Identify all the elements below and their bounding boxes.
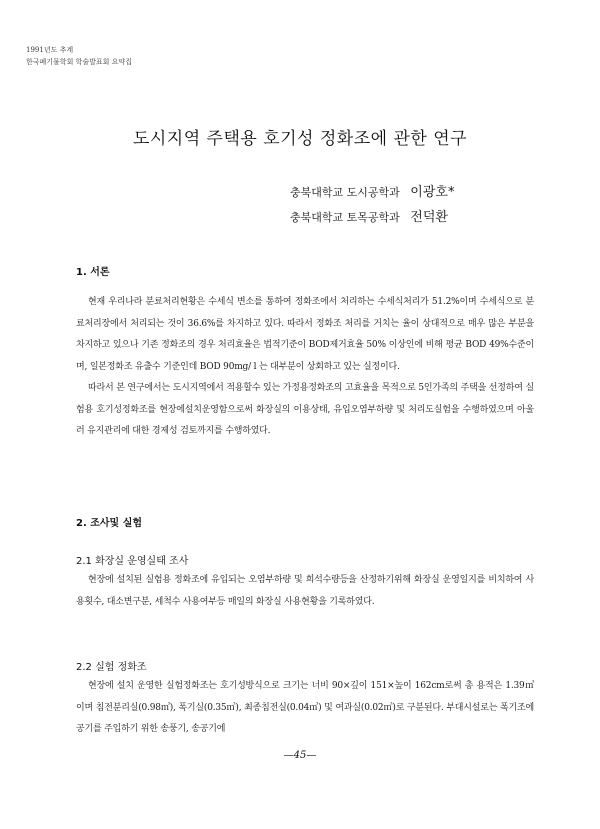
section-heading-survey: 2. 조사및 실험	[76, 518, 143, 529]
intro-body	[76, 292, 534, 443]
author-block	[290, 180, 454, 230]
paper-title: 도시지역 주택용 호기성 정화조에 관한 연구	[132, 129, 468, 149]
paragraph: 현장에 설치 운영한 실험정화조는 호기성방식으로 크기는 너비 90×깊이 151×높이 162cm로써 총 용적은 1.39㎥이며 침전분리실(0.98㎥), 폭기실(0.35㎥), 최종침전실(0.04㎥) 및 여과실(0.02㎥)로 구분된다. 부대시설로는 폭기조에 공기를 주입하기 위한 송풍기, 송공기에	[76, 681, 534, 734]
author-name: 이광호*	[410, 185, 455, 200]
paragraph: 따라서 본 연구에서는 도시지역에서 적용할수 있는 가정용정화조의 고효율을 목적으로 5인가족의 주택을 선정하여 실험용 호기성정화조를 현장에설치운영함으로써 화장실의 이용상태, 유입오염부하량 및 처리도실험을 수행하였으며 아울러 유지관리에 대한 경제성 검토까지를 수행하였다.	[76, 383, 534, 436]
header-proceedings: 한국폐기물학회 학술발표회 요약집	[26, 58, 132, 66]
author-1	[290, 180, 454, 205]
subsection-heading-2-1: 2.1 화장실 운영실태 조사	[76, 556, 189, 567]
subsection-body-2-2	[76, 676, 534, 741]
author-affiliation: 충북대학교 도시공학과	[290, 186, 400, 199]
page-number: —45—	[283, 750, 317, 761]
proceedings-header	[26, 44, 132, 68]
paragraph: 현장에 설치된 실험용 정화조에 유입되는 오염부하량 및 희석수량등을 산정하기위해 화장실 운영일지를 비치하여 사용횟수, 대소변구분, 세척수 사용여부등 매일의 화장실 사용현황을 기록하였다.	[76, 575, 534, 607]
author-affiliation: 충북대학교 토목공학과	[290, 211, 400, 224]
header-year: 1991년도 추계	[26, 46, 74, 54]
author-name: 전덕환	[410, 210, 448, 225]
section-heading-intro: 1. 서론	[76, 267, 110, 278]
paragraph: 현재 우리나라 분료처리현황은 수세식 변소를 통하여 정화조에서 처리하는 수세식처리가 51.2%이며 수세식으로 분료처리장에서 처리되는 것이 36.6%를 차지하고 있다. 따라서 정화조 처리를 거치는 율이 상대적으로 매우 많은 부분을 차지하고 있으나 기존 정화조의 경우 처리효율은 법적기준이 BOD제거효율 50% 이상인에 비해 평균 BOD 49%수준이며, 일본정화조 유출수 기준인데 BOD 90mg/ l 는 대부분이 상회하고 있는 실정이다.	[76, 297, 534, 372]
subsection-heading-2-2: 2.2 실험 정화조	[76, 662, 147, 673]
subsection-body-2-1	[76, 570, 534, 613]
author-2	[290, 205, 454, 230]
